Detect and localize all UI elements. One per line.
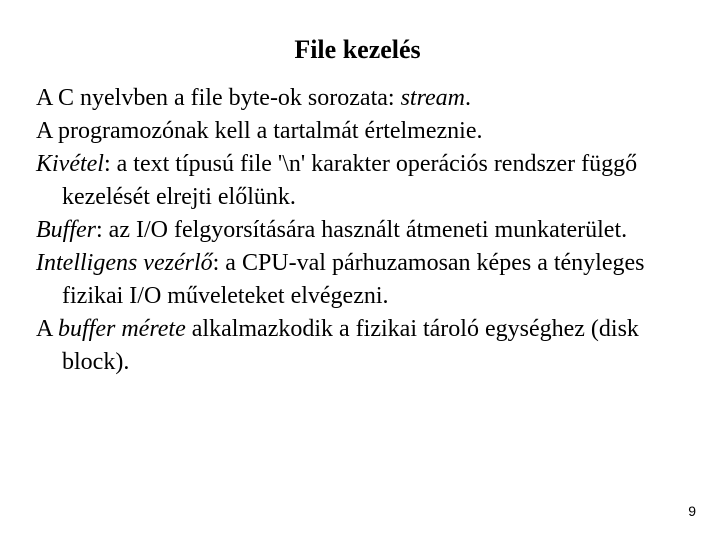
text-segment: . <box>465 85 472 111</box>
text-segment: A <box>36 316 59 342</box>
slide-title: File kezelés <box>294 35 421 64</box>
text-segment: : a text típusú file '\n' karakter operációs rendszer függő kezelését elrejti előlünk. <box>62 151 638 210</box>
paragraph <box>36 115 696 148</box>
page-number: 9 <box>688 503 696 519</box>
italic-term: buffer mérete <box>58 316 186 342</box>
italic-term: stream <box>400 85 466 111</box>
text-segment: alkalmazkodik a fizikai tároló egységhez (disk block). <box>62 316 639 375</box>
paragraph <box>36 82 696 115</box>
italic-term: Buffer <box>36 217 96 243</box>
text-segment: A C nyelvben a file byte-ok sorozata: <box>36 85 401 111</box>
slide-body <box>36 82 696 379</box>
text-segment: A programozónak kell a tartalmát értelmeznie. <box>36 118 483 144</box>
paragraph <box>36 247 696 313</box>
text-segment: : a CPU-val párhuzamosan képes a tényleges fizikai I/O műveleteket elvégezni. <box>62 250 645 309</box>
italic-term: Intelligens vezérlő <box>36 250 213 276</box>
paragraph <box>36 148 696 214</box>
paragraph <box>36 313 696 379</box>
paragraph <box>36 214 696 247</box>
italic-term: Kivétel <box>36 151 104 177</box>
text-segment: : az I/O felgyorsítására használt átmeneti munkaterület. <box>96 217 628 243</box>
